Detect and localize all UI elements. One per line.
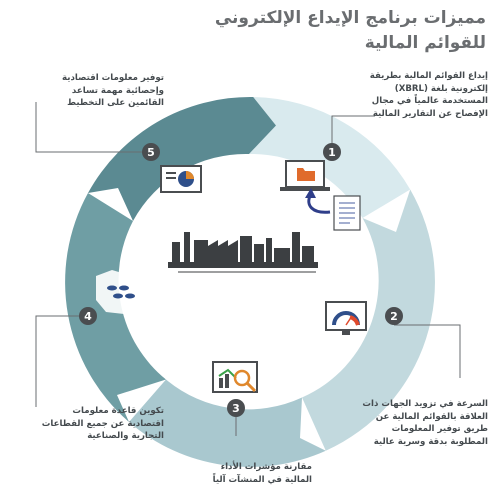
laptop-folder-icon <box>280 161 330 191</box>
step-5-line-2: وإحصائية مهمة تساعد <box>71 85 164 96</box>
step-2-line-2: العلاقة بالقوائم المالية عن <box>375 411 488 422</box>
badge-4 <box>79 307 97 325</box>
step-1-line-2: إلكترونية بلغة (XBRL) <box>394 83 488 94</box>
badge-1 <box>323 143 341 161</box>
step-3-line-1: مقارنة مؤشرات الأداء <box>220 462 312 472</box>
factory-skyline-icon <box>168 232 318 268</box>
badge-2-number: 2 <box>390 310 398 323</box>
step-5-line-1: توفير معلومات اقتصادية <box>62 73 164 83</box>
step-2-line-4: المطلوبة بدقة وسرية عالية <box>373 436 488 447</box>
badge-3 <box>227 399 245 417</box>
badge-4-number: 4 <box>84 310 92 323</box>
badge-1-number: 1 <box>328 146 336 159</box>
badge-5 <box>142 143 160 161</box>
title-line-1: مميزات برنامج الإيداع الإلكتروني <box>214 8 486 28</box>
step-4-caption <box>14 405 164 443</box>
upload-arrow-icon <box>309 196 330 212</box>
map-database-icon <box>96 270 142 314</box>
step-2-caption <box>328 398 488 448</box>
gauge-monitor-icon <box>326 302 366 335</box>
pie-chart-monitor-icon <box>161 166 201 192</box>
step-5-caption <box>14 72 164 110</box>
badge-2 <box>385 307 403 325</box>
step-4-line-1: تكوين قاعدة معلومات <box>72 406 164 416</box>
step-2-line-1: السرعة في تزويد الجهات ذات <box>362 399 488 409</box>
step-1-line-4: الإفصاح عن التقارير المالية <box>372 108 488 119</box>
badge-5-number: 5 <box>147 146 155 159</box>
title-line-2: للقوائم المالية <box>364 33 486 53</box>
step-3-caption <box>172 461 312 486</box>
step-1-caption <box>328 70 488 120</box>
badge-3-number: 3 <box>232 402 240 415</box>
step-3-line-2: المالية في المنشآت آلياً <box>212 474 312 485</box>
step-4-line-2: اقتصادية عن جميع القطاعات <box>41 418 164 429</box>
step-1-line-1: إيداع القوائم المالية بطريقة <box>369 71 488 81</box>
step-4-line-3: التجارية والصناعية <box>87 431 164 441</box>
step-5-line-3: القائمين على التخطيط <box>67 98 164 108</box>
step-2-line-3: طريق توفير المعلومات <box>391 424 488 434</box>
ring-segment-5 <box>88 97 276 221</box>
document-icon <box>334 196 360 230</box>
chart-magnifier-icon <box>213 362 257 392</box>
step-1-line-3: المستخدمة عالمياً في مجال <box>371 96 488 106</box>
